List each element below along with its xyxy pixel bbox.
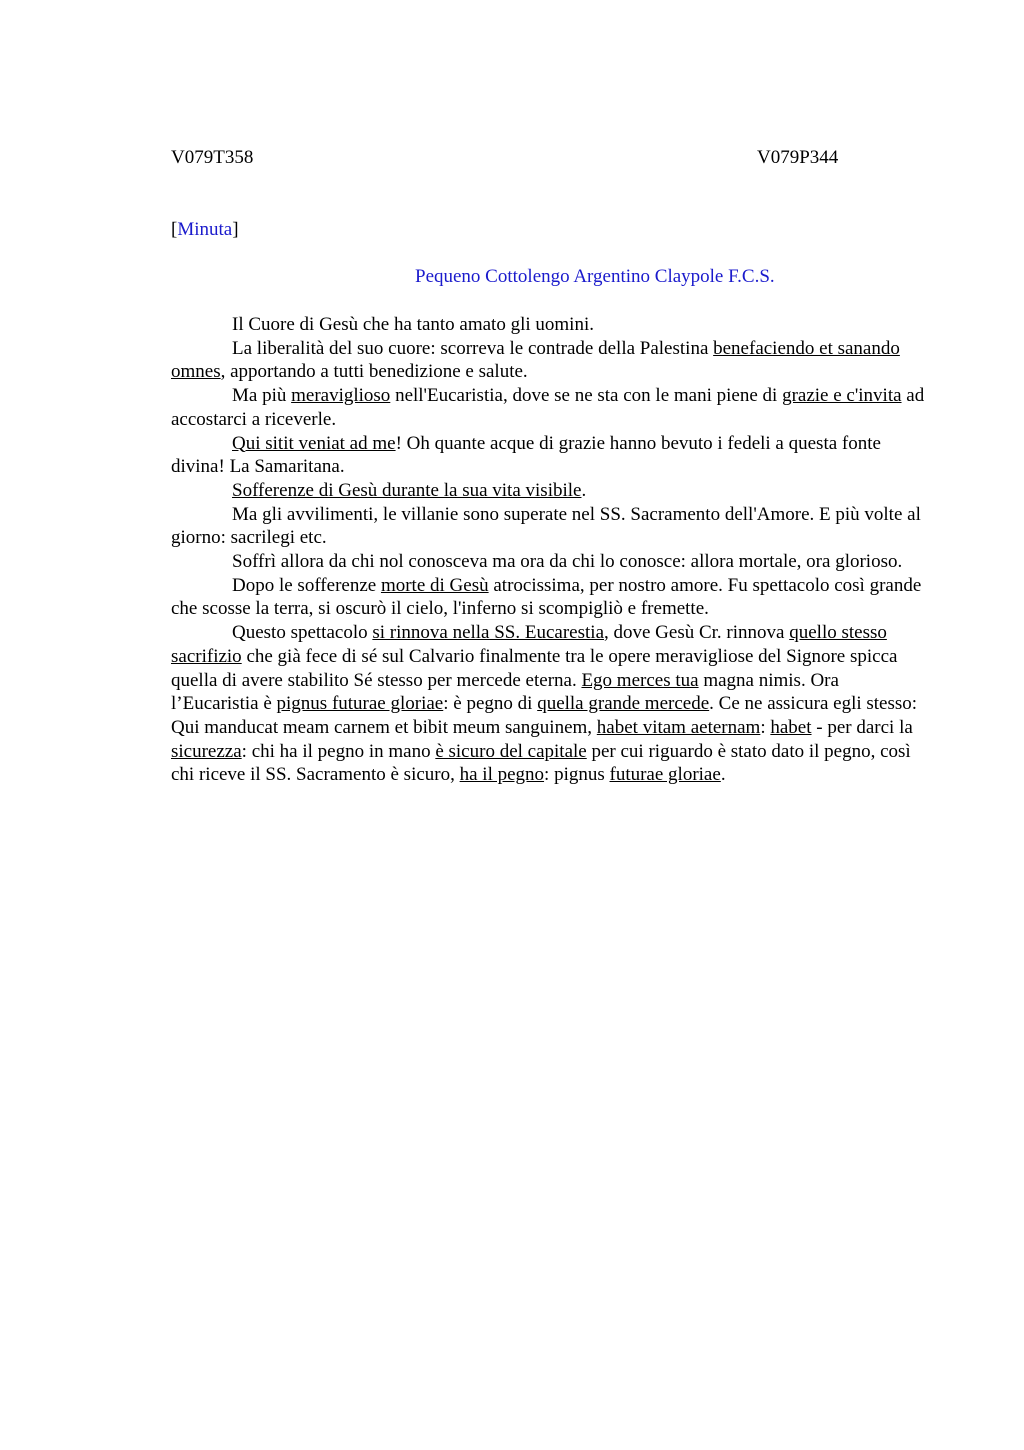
- underlined-text: ha il pegno: [459, 764, 545, 786]
- underlined-text: sicurezza: [171, 740, 242, 762]
- document-code-left: V079T358: [171, 147, 254, 168]
- body-paragraph: [171, 621, 931, 787]
- underlined-text: habet: [770, 716, 812, 738]
- paragraph-text: , dove Gesù Cr. rinnova: [604, 622, 790, 644]
- underlined-text: futurae gloriae: [609, 764, 721, 786]
- paragraph-text: : pignus: [544, 764, 610, 786]
- underlined-text: quello stesso sacrifizio: [171, 622, 887, 667]
- paragraph-text: - per darci la: [811, 716, 913, 738]
- paragraph-text: Questo spettacolo: [232, 622, 373, 644]
- paragraph-text: Soffrì allora da chi nol conosceva ma ora da chi lo conosce: allora mortale, ora glorioso.: [232, 551, 903, 573]
- minuta-close-bracket: ]: [232, 219, 239, 240]
- paragraph-text: Ma più: [232, 385, 292, 407]
- paragraph-text: magna nimis. Ora l’Eucaristia è: [171, 669, 839, 715]
- paragraph-text: Il Cuore di Gesù che ha tanto amato gli uomini.: [232, 314, 594, 335]
- underlined-text: pignus futurae gloriae: [276, 693, 444, 715]
- paragraph-text: Ma gli avvilimenti, le villanie sono superate nel SS. Sacramento dell'Amore. E più volte al giorno: sacrilegi etc.: [171, 503, 921, 549]
- paragraph-text: : è pegno di: [443, 693, 538, 715]
- paragraph-text: che già fece di sé sul Calvario finalmente tra le opere meravigliose del Signore spicca quella di avere stabilito Sé stesso per mercede eterna.: [171, 645, 898, 691]
- paragraph-text: , apportando a tutti benedizione e salute.: [220, 361, 528, 383]
- underlined-text: Ego merces tua: [581, 669, 699, 691]
- paragraph-text: .: [581, 479, 587, 501]
- body-paragraph: [171, 574, 931, 621]
- body-paragraph: [171, 550, 931, 574]
- underlined-text: è sicuro del capitale: [435, 740, 587, 762]
- document-body: [171, 313, 931, 787]
- underlined-text: benefaciendo et sanando omnes: [171, 337, 900, 383]
- paragraph-text: per cui riguardo è stato dato il pegno, così chi riceve il SS. Sacramento è sicuro,: [171, 740, 911, 786]
- paragraph-text: nell'Eucaristia, dove se ne sta con le mani piene di: [390, 385, 783, 407]
- underlined-text: morte di Gesù: [380, 574, 489, 596]
- underlined-text: meraviglioso: [291, 385, 391, 407]
- body-paragraph: [171, 503, 931, 550]
- underlined-text: quella grande mercede: [537, 693, 710, 715]
- underlined-text: Qui sitit veniat ad me: [232, 432, 396, 454]
- paragraph-text: .: [720, 764, 726, 786]
- body-paragraph: [171, 384, 931, 431]
- body-paragraph: [171, 337, 931, 384]
- minuta-label: [171, 218, 239, 242]
- paragraph-text: : chi ha il pegno in mano: [241, 740, 436, 762]
- minuta-open-bracket: [: [171, 219, 178, 240]
- body-paragraph: [171, 313, 931, 337]
- underlined-text: si rinnova nella SS. Eucarestia: [372, 622, 604, 644]
- underlined-text: habet vitam aeternam: [596, 716, 761, 738]
- body-paragraph: [171, 479, 931, 503]
- minuta-text: Minuta: [177, 219, 233, 240]
- paragraph-text: Dopo le sofferenze: [232, 574, 381, 596]
- paragraph-text: ad accostarci a riceverle.: [171, 385, 925, 430]
- paragraph-text: :: [760, 716, 771, 738]
- underlined-text: Sofferenze di Gesù durante la sua vita visibile: [232, 479, 582, 501]
- paragraph-text: atrocissima, per nostro amore. Fu spettacolo così grande che scosse la terra, si oscurò il cielo, l'inferno si scompigliò e fremette.: [171, 574, 922, 620]
- paragraph-text: La liberalità del suo cuore: scorreva le contrade della Palestina: [232, 337, 714, 359]
- body-paragraph: [171, 432, 931, 479]
- paragraph-text: ! Oh quante acque di grazie hanno bevuto i fedeli a questa fonte divina! La Samaritana.: [171, 432, 881, 478]
- paragraph-text: . Ce ne assicura egli stesso: Qui manducat meam carnem et bibit meum sanguinem,: [171, 693, 918, 738]
- document-subtitle: Pequeno Cottolengo Argentino Claypole F.C.S.: [415, 266, 775, 287]
- underlined-text: grazie e c'invita: [782, 385, 902, 407]
- document-code-right: V079P344: [757, 147, 839, 168]
